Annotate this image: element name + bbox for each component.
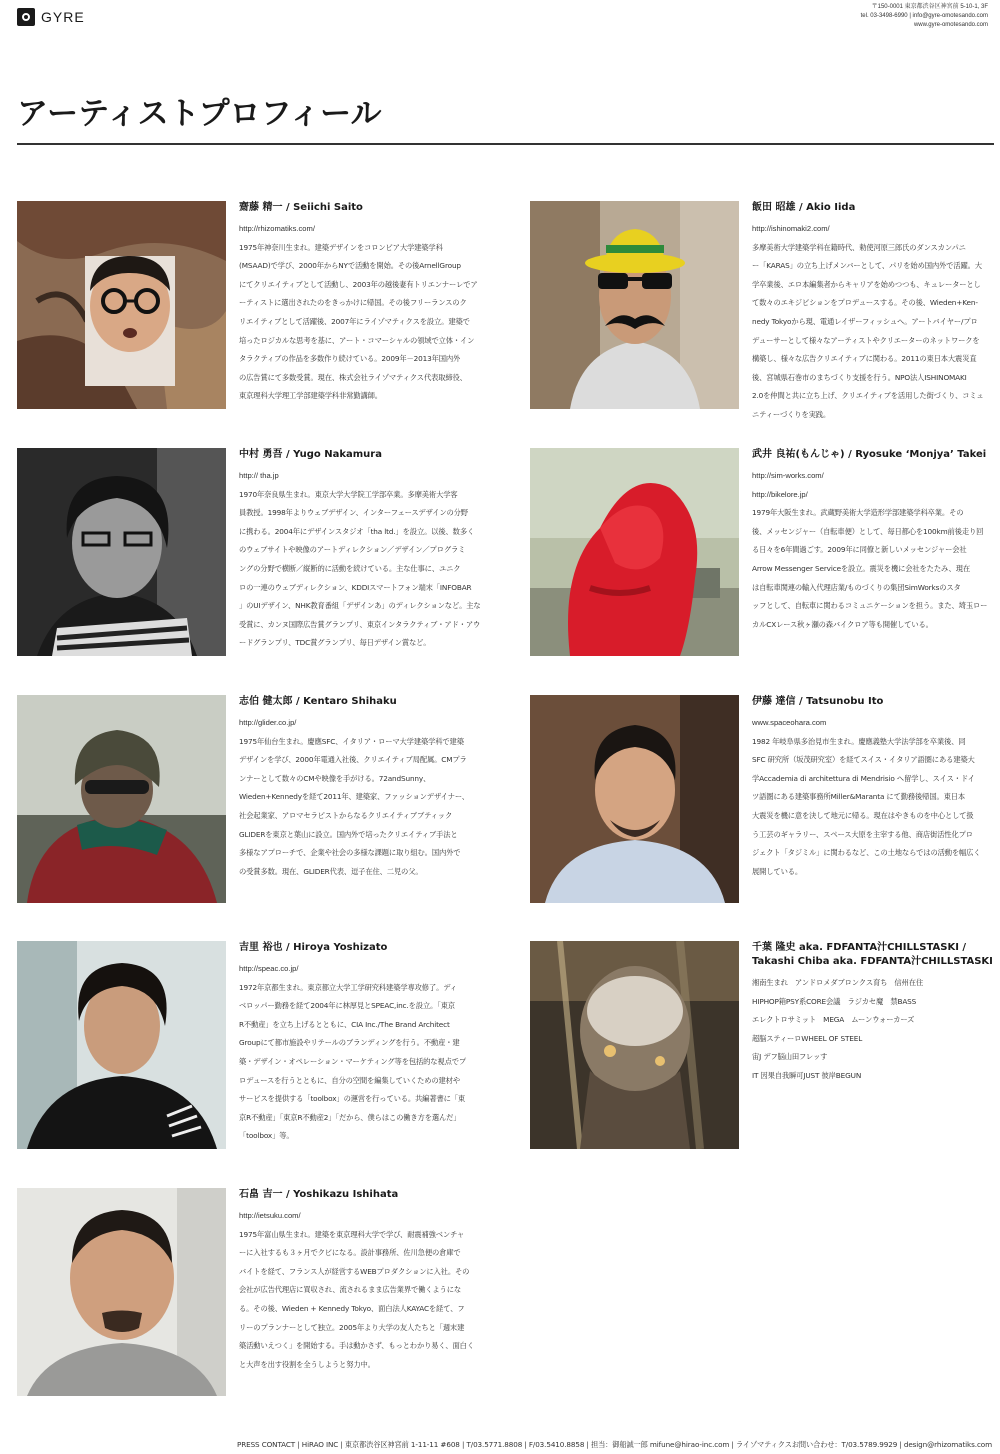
profile-info: [239, 1188, 485, 1374]
bio-line: 会社が広告代理店に買収され、流されるまま広告業界で働くようにな: [239, 1285, 461, 1295]
bio-line: 超脳スティーロWHEEL OF STEEL: [752, 1033, 863, 1043]
portrait-image: [530, 941, 739, 1149]
bio-line: 後、宮城県石巻市のまちづくり支援を行う。NPO法人ISHINOMAKI: [752, 372, 967, 382]
portrait-image: [17, 941, 226, 1149]
profile-yugo-nakamura: [17, 448, 487, 663]
bio-line: 」のUIデザイン、NHK教育番組「デザインあ」のディレクションなど。主な: [239, 601, 481, 611]
bio-line: ーに入社するも３ヶ月でクビになる。設計事務所、佐川急便の倉庫で: [239, 1248, 461, 1258]
profile-url[interactable]: www.spaceohara.com: [752, 718, 827, 727]
portrait-image: [530, 695, 739, 903]
portrait-image: [17, 1188, 226, 1396]
bio-line: の受賞多数。現在、GLIDER代表、逗子在住、二児の父。: [239, 866, 423, 876]
bio-line: ー「KARAS」の立ち上げメンバーとして、パリを始め国内外で活躍。大: [752, 261, 982, 271]
profile-bio: [752, 504, 998, 634]
profile-photo: [17, 201, 226, 409]
bio-line: 1975年富山県生まれ。建築を東京理科大学で学び、耐震補強ベンチャ: [239, 1229, 465, 1239]
bio-line: 1979年大阪生まれ。武蔵野美術大学造形学部建築学科卒業。その: [752, 508, 964, 518]
bio-line: リーのプランナーとして独立。2005年より大学の友人たちと「週末建: [239, 1322, 465, 1332]
profile-name: 志伯 健太郎 / Kentaro Shihaku: [239, 696, 397, 707]
bio-line: R不動産」を立ち上げるとともに、CIA Inc./The Brand Architect: [239, 1019, 450, 1029]
contact-tel-email: tel. 03-3498-6990 | info@gyre-omotesando.com: [860, 13, 988, 19]
bio-line: SFC 研究所（坂茂研究室）を経てスイス・イタリア語圏にある建築大: [752, 755, 975, 765]
bio-line: 1975年仙台生まれ。慶應SFC、イタリア・ローマ大学建築学科で建築: [239, 736, 464, 746]
bio-line: は自転車関連の輸入代理店業/ものづくりの集団SimWorksのスタ: [752, 582, 961, 592]
profile-tatsunobu-ito: [530, 695, 1000, 910]
profile-name: 千葉 隆史 aka. FDFANTA汁CHILLSTASKI /: [752, 942, 967, 953]
bio-line: 1970年奈良県生まれ。東京大学大学院工学部卒業。多摩美術大学客: [239, 489, 458, 499]
bio-line: ジェクト「タジミル」に関わるなど、この土地ならではの活動を幅広く: [752, 848, 981, 858]
profile-bio: [752, 974, 998, 1086]
bio-line: 築・デザイン・オペレーション・マーケティング等を包括的な視点でプ: [239, 1056, 467, 1066]
portrait-image: [530, 201, 739, 409]
bio-line: Wieden+Kennedyを経て2011年、建築家、ファッションデザイナー、: [239, 792, 469, 802]
bio-line: 2.0を仲間と共に立ち上げ、クリエイティブを活用した街づくり、コミュ: [752, 391, 984, 401]
portrait-image: [17, 201, 226, 409]
profile-info: [752, 941, 998, 1086]
profile-bio: [239, 1226, 485, 1375]
profile-photo: [530, 941, 739, 1149]
bio-line: 培ったロジカルな思考を基に、アート・コマーシャルの領域で立体・イン: [239, 335, 475, 345]
bio-line: のウェブサイトや映像のアートディレクション／デザイン／プログラミ: [239, 545, 466, 555]
profile-name: 伊藤 達信 / Tatsunobu Ito: [752, 696, 884, 707]
profile-kentaro-shihaku: [17, 695, 487, 910]
profile-info: [239, 201, 485, 406]
profile-name: 武井 良祐(もんじゃ) / Ryosuke ‘Monjya’ Takei: [752, 449, 987, 460]
bio-line: て数々のエキジビションをプロデュースする。その後、Wieden+Ken-: [752, 298, 978, 308]
profile-name: 吉里 裕也 / Hiroya Yoshizato: [239, 942, 388, 953]
press-contact-footer: PRESS CONTACT | HiRAO INC | 東京都渋谷区神宮前 1-11-11 #608 | T/03.5771.8808 | F/03.5410.8858 | 担当：御船誠一郎 mifune@hirao-inc.com | ライゾマティクスお問い合わせ：T/03.5789.9929 | design@rhizomatiks.com: [237, 1440, 992, 1449]
profile-bio: [239, 733, 485, 882]
bio-line: の広告賞にて多数受賞。現在、株式会社ライゾマティクス代表取締役、: [239, 372, 467, 382]
bio-line: 「toolbox」等。: [239, 1131, 294, 1141]
profile-info: [752, 448, 998, 634]
profile-photo: [17, 695, 226, 903]
gyre-logo-text: GYRE: [41, 9, 85, 25]
profile-bio: [752, 239, 998, 425]
page-title: アーティストプロフィール: [17, 96, 382, 132]
bio-line: う工芸のギャラリー、スペース大原を主宰する他、商店街活性化プロ: [752, 829, 973, 839]
portrait-image: [17, 695, 226, 903]
profile-hiroya-yoshizato: [17, 941, 487, 1156]
bio-line: ーティストに選出されたのをきっかけに帰国。その後フリーランスのク: [239, 298, 467, 308]
profile-bio: [239, 486, 485, 653]
profile-url[interactable]: http://glider.co.jp/: [239, 718, 297, 727]
contact-website: www.gyre-omotesando.com: [913, 22, 988, 28]
profile-info: [239, 695, 485, 881]
bio-line: 構築し、様々な広告クリエイティブに関わる。2011の東日本大震災直: [752, 354, 977, 364]
bio-line: 1972年京都生まれ。東京都立大学工学研究科建築学専攻修了。ディ: [239, 982, 457, 992]
bio-line: 大震災を機に意を決して地元に帰る。現在はやきものを中心として扱: [752, 810, 974, 820]
bio-line: ロデュースを行うとともに、自分の空間を編集していくための建材や: [239, 1075, 460, 1085]
bio-line: (MSAAD)で学び、2000年からNYで活動を開始。その後ArnellGroup: [239, 261, 461, 271]
profile-takashi-chiba: [530, 941, 1000, 1156]
bio-line: 京R不動産」「東京R不動産2」「だから、僕らはこの働き方を選んだ」: [239, 1112, 461, 1122]
bio-line: 築活動いえつく」を開始する。手は動かさず、もっとわかり易く、面白く: [239, 1341, 474, 1351]
bio-line: カルCXレース秋ヶ瀬の森バイクロア等も開催している。: [752, 619, 933, 629]
profile-url[interactable]: http://ishinomaki2.com/: [752, 224, 830, 233]
bio-line: エレクトロサミット MEGA ムーンウォーカーズ: [752, 1015, 915, 1025]
bio-line: Groupにて都市施設やリテールのブランディングを行う。不動産・建: [239, 1038, 460, 1048]
bio-line: ベロッパー勤務を経て2004年に林厚見とSPEAC,inc.を設立。「東京: [239, 1001, 455, 1011]
bio-line: nedy Tokyoから現、電通レイザーフィッシュへ。アートバイヤー/プロ: [752, 316, 978, 326]
bio-line: 学卒業後、エロ本編集者からキャリアを始めつつも、キュレーターとし: [752, 279, 981, 289]
bio-line: ッフとして、自転車に関わるコミュニケーションを担う。また、埼玉ロー: [752, 601, 988, 611]
profile-url[interactable]: http:// tha.jp: [239, 471, 279, 480]
bio-line: る日々を6年間過ごす。2009年に同僚と新しいメッセンジャー会社: [752, 545, 967, 555]
bio-line: 1982 年岐阜県多治見市生まれ。慶應義塾大学法学部を卒業後、同: [752, 736, 966, 746]
bio-line: 湘南生まれ アンドロメダブロンクス育ち 信州在住: [752, 978, 924, 987]
bio-line: Arrow Messenger Serviceを設立。震災を機に会社をたたみ、現在: [752, 563, 970, 573]
bio-line: リエイティブとして活躍後、2007年にライゾマティクスを設立。建築で: [239, 316, 470, 326]
profile-name: 中村 勇吾 / Yugo Nakamura: [239, 449, 382, 460]
bio-line: る。その後、Wieden + Kennedy Tokyo、面白法人KAYACを経て、フ: [239, 1303, 465, 1313]
bio-line: IT 因果自我瞬可JUST 彼岸BEGUN: [752, 1070, 862, 1080]
bio-line: タラクティブの作品を多数作り続けている。2009年－2013年国内外: [239, 354, 461, 364]
bio-line: ングの分野で横断／縦断的に活動を続けている。主な仕事に、ユニク: [239, 563, 461, 573]
bio-line: 1975年神奈川生まれ。建築デザインをコロンビア大学建築学科: [239, 242, 443, 252]
bio-line: 員教授。1998年よりウェブデザイン、インターフェースデザインの分野: [239, 508, 468, 518]
bio-line: GLIDERを東京と葉山に設立。国内外で培ったクリエイティブ手法と: [239, 829, 458, 839]
profile-yoshikazu-ishihata: [17, 1188, 487, 1403]
bio-line: デザインを学び、2000年電通入社後、クリエイティブ局配属。CMプラ: [239, 755, 467, 765]
profile-name: 齋藤 精一 / Seiichi Saito: [239, 202, 363, 213]
bio-line: デューサーとして様々なアーティストやクリエーターのネットワークを: [752, 335, 980, 345]
bio-line: ツ語圏にある建築事務所Miller&Maranta にて勤務後帰国。東日本: [752, 792, 966, 802]
contact-address: 〒150-0001 東京都渋谷区神宮前 5-10-1, 3F: [871, 4, 988, 10]
bio-line: ードグランプリ、TDC賞グランプリ、毎日デザイン賞など。: [239, 638, 431, 648]
profile-photo: [530, 201, 739, 409]
profile-info: [752, 695, 998, 881]
profile-name: 飯田 昭雄 / Akio Iida: [752, 202, 856, 213]
bio-line: 展開している。: [752, 866, 803, 876]
profile-url[interactable]: http://rhizomatiks.com/: [239, 224, 315, 233]
bio-line: 多摩美術大学建築学科在籍時代、勅使河原三郎氏のダンスカンパニ: [752, 242, 966, 252]
profile-info: [239, 941, 485, 1146]
profile-photo: [17, 448, 226, 656]
profile-ryosuke-takei: [530, 448, 1000, 663]
profile-bio: [239, 979, 485, 1146]
profile-url[interactable]: http://ietsuku.com/: [239, 1211, 301, 1220]
profile-photo: [530, 695, 739, 903]
profile-bio: [239, 239, 485, 406]
bio-line: 受賞に、カンヌ国際広告賞グランプリ、東京インタラクティブ・アド・アウ: [239, 619, 481, 629]
bio-line: 宙J デフ脳山田フレッす: [752, 1052, 828, 1062]
bio-line: と大声を出す役割を全うしようと努力中。: [239, 1359, 375, 1369]
profile-url[interactable]: http://bikelore.jp/: [752, 489, 808, 499]
bio-line: にてクリエイティブとして活動し、2003年の越後妻有トリエンナーレでア: [239, 279, 478, 289]
profile-url[interactable]: http://sim-works.com/: [752, 471, 824, 480]
bio-line: HIPHOP箱PSY系CORE会議 ラジカセ魔 禁BASS: [752, 996, 917, 1006]
profile-photo: [530, 448, 739, 656]
bio-line: 学Accademia di architettura di Mendrisio へ留学し、スイス・ドイ: [752, 773, 975, 783]
bio-line: バイトを経て、フランス人が経営するWEBプロダクションに入社。その: [239, 1266, 470, 1276]
bio-line: ンナーとして数々のCMや映像を手がける。72andSunny、: [239, 773, 431, 783]
profile-seiichi-saito: [17, 201, 487, 416]
bio-line: ニティーづくりを実践。: [752, 409, 831, 419]
profile-akio-iida: [530, 201, 1000, 419]
bio-line: 社会起業家、アロマセラピストからなるクリエイティブブティック: [239, 810, 453, 820]
bio-line: 多様なアプローチで、企業や社会の多様な課題に取り組む。国内外で: [239, 848, 461, 858]
profile-url[interactable]: http://speac.co.jp/: [239, 964, 299, 973]
profile-photo: [17, 1188, 226, 1396]
profile-info: [239, 448, 485, 653]
profile-info: [752, 201, 998, 425]
profile-name-line2: Takashi Chiba aka. FDFANTA汁CHILLSTASKI: [752, 956, 993, 967]
portrait-image: [530, 448, 739, 656]
profile-bio: [752, 733, 998, 882]
bio-line: 東京理科大学理工学部建築学科非常勤講師。: [239, 391, 382, 401]
portrait-image: [17, 448, 226, 656]
profile-photo: [17, 941, 226, 1149]
bio-line: 後、メッセンジャー（自転車便）として、毎日都心を100km前後走り回: [752, 526, 984, 536]
profile-name: 石畠 吉一 / Yoshikazu Ishihata: [239, 1189, 399, 1200]
bio-line: サービスを提供する「toolbox」の運営を行っている。共編著書に「東: [239, 1094, 466, 1104]
bio-line: ロの一連のウェブディレクション、KDDIスマートフォン端末「INFOBAR: [239, 582, 472, 592]
bio-line: に携わる。2004年にデザインスタジオ「tha ltd.」を設立。以後、数多く: [239, 526, 475, 536]
